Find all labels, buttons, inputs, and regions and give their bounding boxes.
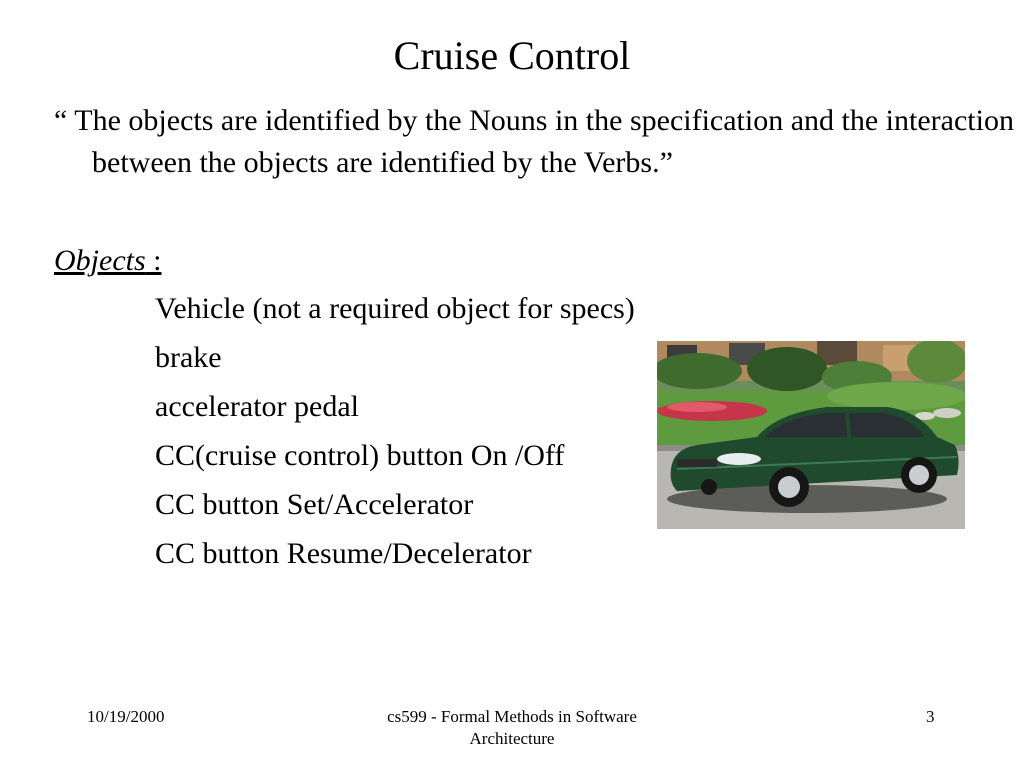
object-item-cc-set-accelerator: CC button Set/Accelerator <box>155 488 474 521</box>
objects-list <box>155 288 635 582</box>
slide-title: Cruise Control <box>393 33 631 78</box>
object-item-cc-on-off: CC(cruise control) button On /Off <box>155 439 565 472</box>
slide-quote: “ The objects are identified by the Nouns in the specification and the interaction between the objects are identified by the Verbs.” <box>54 104 1014 179</box>
object-item-brake: brake <box>155 341 222 374</box>
object-item-vehicle: Vehicle (not a required object for specs) <box>155 292 635 325</box>
objects-heading <box>54 240 161 282</box>
footer-course: cs599 - Formal Methods in Software Architecture <box>387 707 637 748</box>
footer-page-number: 3 <box>926 707 935 726</box>
objects-heading-label: Objects <box>54 244 146 277</box>
object-item-accelerator-pedal: accelerator pedal <box>155 390 360 423</box>
car-photo <box>657 341 965 529</box>
objects-heading-colon: : <box>145 244 162 277</box>
object-item-cc-resume-decelerator: CC button Resume/Decelerator <box>155 537 532 570</box>
footer-date: 10/19/2000 <box>87 707 165 726</box>
